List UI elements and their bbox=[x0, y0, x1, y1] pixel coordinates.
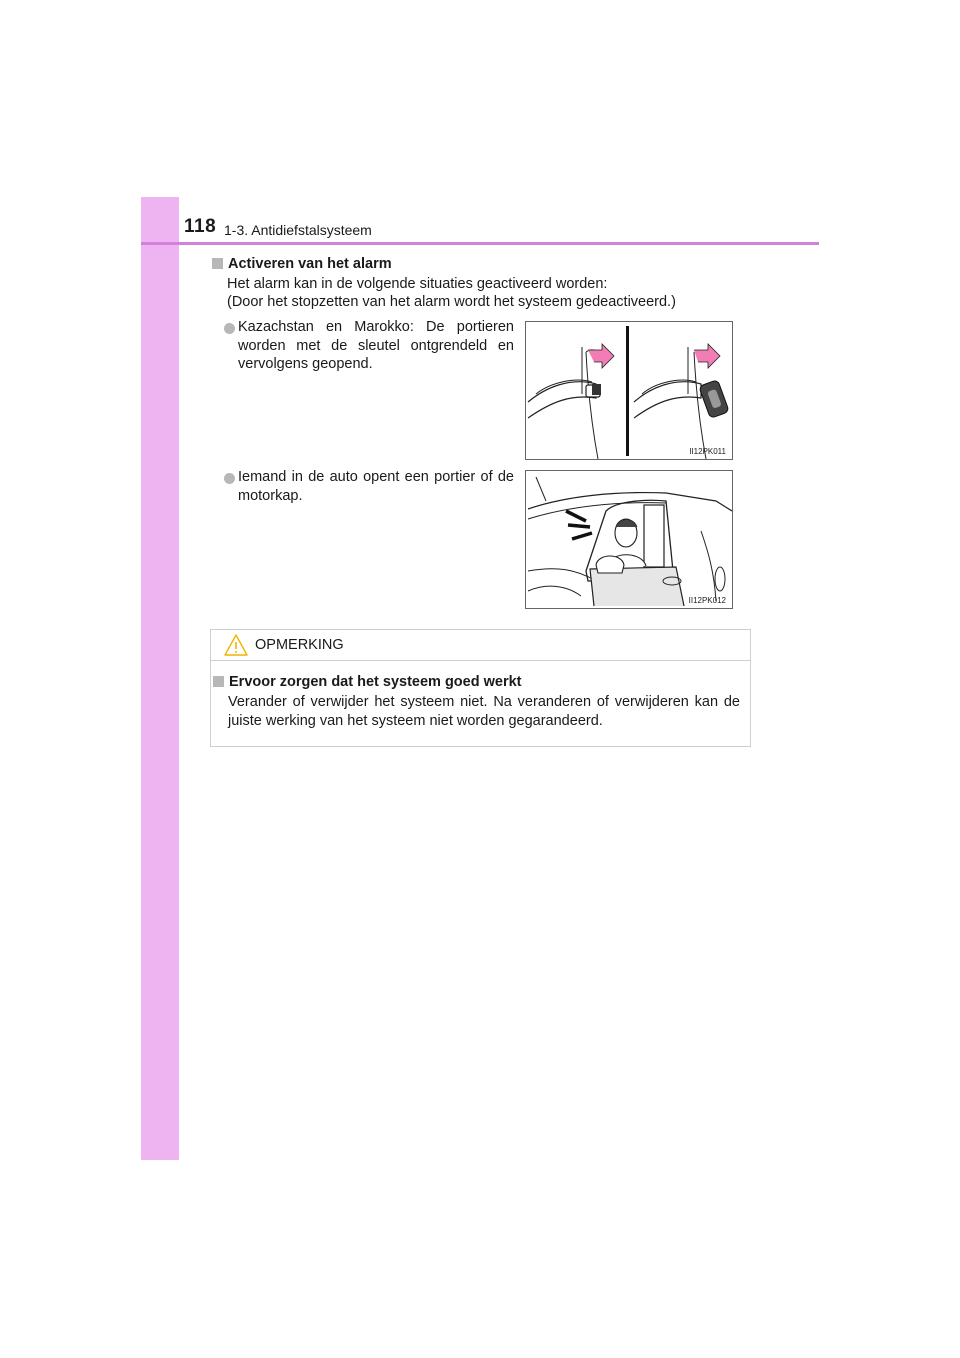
notice-header bbox=[211, 630, 750, 661]
bullet-text-1: Kazachstan en Marokko: De portieren worden met de sleutel ontgrendeld en vervolgens geopend. bbox=[238, 319, 514, 372]
warning-triangle-icon bbox=[223, 633, 249, 657]
bullet-dot-icon bbox=[224, 473, 235, 484]
square-bullet-icon bbox=[213, 676, 224, 687]
figure-key-unlock bbox=[525, 321, 733, 460]
figure-code-2: II12PK012 bbox=[688, 596, 726, 605]
door-handle-key-illustration bbox=[526, 322, 732, 459]
bullet-dot-icon bbox=[224, 323, 235, 334]
intro-line-1: Het alarm kan in de volgende situaties geactiveerd worden: bbox=[227, 276, 608, 292]
header-rule bbox=[141, 242, 819, 245]
intro-line-2: (Door het stopzetten van het alarm wordt het systeem gedeactiveerd.) bbox=[227, 294, 676, 310]
figure-code-1: II12PK011 bbox=[689, 447, 726, 456]
page-number: 118 bbox=[184, 216, 217, 237]
section-heading bbox=[212, 256, 392, 272]
notice-box bbox=[210, 629, 751, 747]
side-tab-band bbox=[141, 197, 179, 1160]
notice-heading bbox=[213, 674, 522, 690]
section-heading-text: Activeren van het alarm bbox=[228, 256, 392, 272]
notice-title: OPMERKING bbox=[255, 637, 344, 653]
car-door-open-illustration bbox=[526, 471, 732, 608]
square-bullet-icon bbox=[212, 258, 223, 269]
notice-text: Verander of verwijder het systeem niet. Na veranderen of verwijderen kan de juiste werking van het systeem niet worden gegarandeerd. bbox=[228, 694, 740, 729]
figure-door-open bbox=[525, 470, 733, 609]
section-title: 1-3. Antidiefstalsysteem bbox=[224, 222, 372, 238]
bullet-text-2: Iemand in de auto opent een portier of de motorkap. bbox=[238, 469, 514, 504]
notice-heading-text: Ervoor zorgen dat het systeem goed werkt bbox=[229, 674, 522, 690]
